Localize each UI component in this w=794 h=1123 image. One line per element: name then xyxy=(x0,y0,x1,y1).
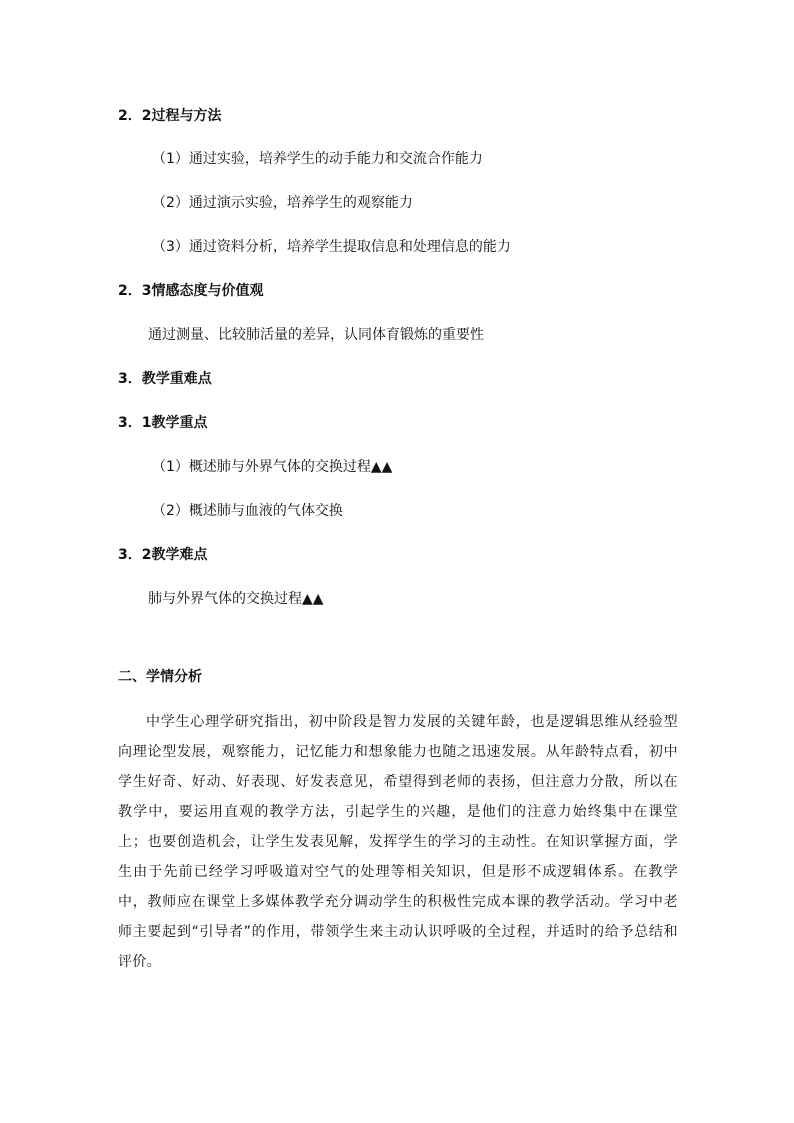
list-item: （1）通过实验，培养学生的动手能力和交流合作能力 xyxy=(152,151,483,167)
body-text: 通过测量、比较肺活量的差异，认同体育锻炼的重要性 xyxy=(148,327,484,343)
list-item: （2）概述肺与血液的气体交换 xyxy=(152,503,343,519)
body-text: 肺与外界气体的交换过程▲▲ xyxy=(148,591,324,607)
part-title: 二、学情分析 xyxy=(118,669,202,685)
heading-3-1: 3．1教学重点 xyxy=(118,415,208,431)
analysis-paragraph: 中学生心理学研究指出，初中阶段是智力发展的关键年龄，也是逻辑思维从经验型向理论型发展，观察能力，记忆能力和想象能力也随之迅速发展。从年龄特点看，初中学生好奇、好动、好表现、好发表意见，希望得到老师的表扬，但注意力分散，所以在教学中，要运用直观的教学方法，引起学生的兴趣，是他们的注意力始终集中在课堂上；也要创造机会，让学生发表见解，发挥学生的学习的主动性。在知识掌握方面，学生由于先前已经学习呼吸道对空气的处理等相关知识，但是形不成逻辑体系。在教学中，教师应在课堂上多媒体教学充分调动学生的积极性完成本课的教学活动。学习中老师主要起到“引导者”的作用，带领学生来主动认识呼吸的全过程，并适时的给予总结和评价。 xyxy=(118,714,678,970)
heading-3-2: 3．2教学难点 xyxy=(118,547,208,563)
heading-3: 3．教学重难点 xyxy=(118,371,212,387)
heading-2-2: 2．2过程与方法 xyxy=(118,108,222,124)
list-item: （3）通过资料分析，培养学生提取信息和处理信息的能力 xyxy=(152,239,511,255)
heading-2-3: 2．3情感态度与价值观 xyxy=(118,283,264,299)
list-item: （2）通过演示实验，培养学生的观察能力 xyxy=(152,195,413,211)
list-item: （1）概述肺与外界气体的交换过程▲▲ xyxy=(152,459,393,475)
